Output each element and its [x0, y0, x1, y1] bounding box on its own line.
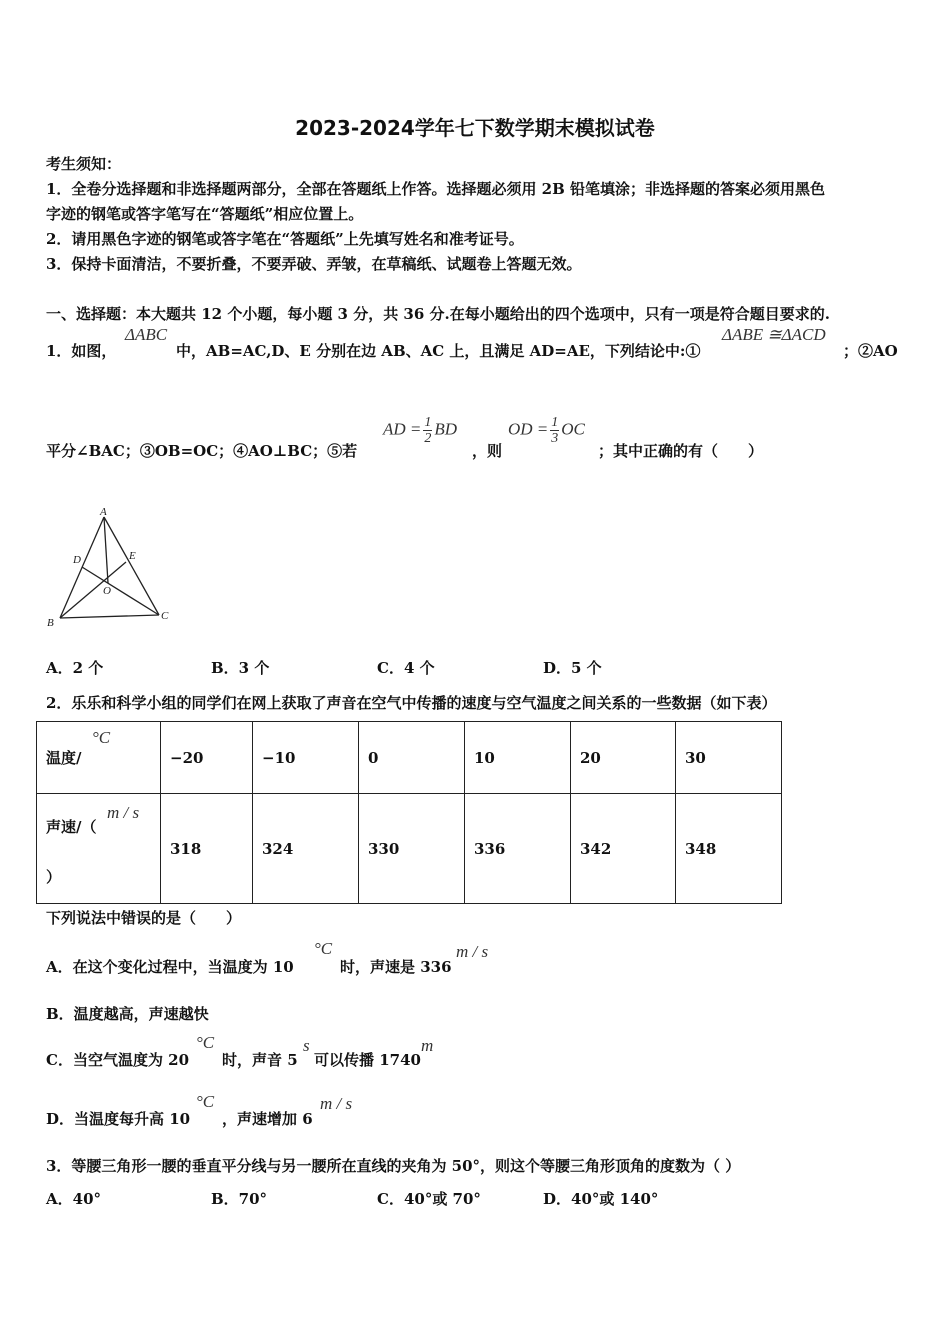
q3-option-a: A．40°	[46, 1190, 102, 1208]
q3-option-c: C．40°或 70°	[377, 1190, 481, 1208]
q2-option-b: B．温度越高，声速越快	[46, 1005, 209, 1023]
q2-option-a-unit2: m / s	[456, 942, 489, 961]
table-cell: 30	[676, 722, 782, 794]
label-O: O	[103, 585, 111, 597]
table-cell: 336	[465, 794, 571, 904]
notice-line-1b: 字迹的钢笔或答字笔写在“答题纸”相应位置上。	[46, 205, 364, 223]
table-cell: 342	[571, 794, 676, 904]
table-row-speed	[37, 794, 782, 904]
table-cell: −20	[161, 722, 253, 794]
q1-option-b: B．3 个	[211, 659, 270, 677]
q1-math-congruent: ΔABE ≅ΔACD	[722, 325, 826, 344]
q1-line2-start: 平分∠BAC；③OB=OC；④AO⊥BC；⑤若	[46, 442, 358, 460]
od-right: OC	[561, 419, 585, 439]
speed-label: 声速/（	[46, 818, 97, 836]
notice-line-3: 3．保持卡面清洁，不要折叠，不要弄破、弄皱，在草稿纸、试题卷上答题无效。	[46, 255, 582, 273]
q1-stem-end: ；②AO	[843, 342, 898, 360]
label-B: B	[47, 617, 54, 629]
q2-option-d-2: ，声速增加 6	[222, 1110, 313, 1128]
q2-option-c-3: 可以传播 1740	[314, 1051, 421, 1069]
q3-option-d: D．40°或 140°	[543, 1190, 659, 1208]
q1-stem: 中，AB=AC,D、E 分别在边 AB、AC 上，且满足 AD=AE，下列结论中:①	[176, 342, 701, 360]
table-cell: 348	[676, 794, 782, 904]
speed-unit: m / s	[107, 803, 140, 822]
table-cell: 330	[359, 794, 465, 904]
triangle-figure	[42, 505, 182, 633]
table-cell: 20	[571, 722, 676, 794]
speed-label-close: ）	[46, 868, 62, 886]
temperature-label: 温度/	[46, 749, 82, 767]
q2-option-c-2: 时，声音 5	[222, 1051, 298, 1069]
q1-option-d: D．5 个	[543, 659, 602, 677]
q1-formula-od	[508, 415, 585, 446]
q1-prefix: 1．如图，	[46, 342, 117, 360]
speed-table	[36, 721, 782, 904]
od-left: OD =	[508, 419, 549, 439]
label-C: C	[161, 610, 169, 622]
q2-option-a-unit1: °C	[314, 939, 333, 958]
notice-line-2: 2．请用黑色字迹的钢笔或答字笔在“答题纸”上先填写姓名和准考证号。	[46, 230, 524, 248]
q2-option-a-1: A．在这个变化过程中，当温度为 10	[46, 958, 294, 976]
table-cell: 0	[359, 722, 465, 794]
ad-left: AD =	[383, 419, 422, 439]
table-row-temperature	[37, 722, 782, 794]
q2-option-a-2: 时，声速是 336	[340, 958, 452, 976]
q3-option-b: B．70°	[211, 1190, 268, 1208]
q2-option-c-unit3: m	[421, 1036, 434, 1055]
q1-math-triangle: ΔABC	[125, 325, 168, 344]
q2-question: 下列说法中错误的是（ ）	[46, 909, 242, 927]
q2-option-d-1: D．当温度每升高 10	[46, 1110, 191, 1128]
q1-option-a: A．2 个	[46, 659, 104, 677]
table-cell: −10	[253, 722, 359, 794]
label-D: D	[73, 554, 81, 566]
notice-heading: 考生须知：	[46, 155, 122, 173]
od-fraction	[550, 415, 559, 446]
page-title: 2023-2024学年七下数学期末模拟试卷	[295, 116, 655, 140]
q2-option-c-unit2: s	[303, 1036, 310, 1055]
table-cell: 318	[161, 794, 253, 904]
table-cell: 10	[465, 722, 571, 794]
od-numerator: 1	[551, 415, 559, 430]
notice-line-1a: 1．全卷分选择题和非选择题两部分，全部在答题纸上作答。选择题必须用 2B 铅笔填涂；非选择题的答案必须用黑色	[46, 180, 826, 198]
q1-option-c: C．4 个	[377, 659, 435, 677]
ad-right: BD	[434, 419, 458, 439]
label-E: E	[129, 550, 136, 562]
q3-stem: 3．等腰三角形一腰的垂直平分线与另一腰所在直线的夹角为 50°，则这个等腰三角形顶角的度数为（ ）	[46, 1157, 741, 1175]
q1-line2-end: ；其中正确的有（ ）	[598, 442, 764, 460]
q1-formula-ad	[383, 415, 457, 446]
label-A: A	[100, 506, 107, 518]
q2-option-c-1: C．当空气温度为 20	[46, 1051, 190, 1069]
table-header-speed	[37, 794, 161, 904]
ad-fraction	[423, 415, 432, 446]
q2-option-d-unit1: °C	[196, 1092, 215, 1111]
od-denominator: 3	[551, 431, 559, 446]
q2-option-c-unit1: °C	[196, 1033, 215, 1052]
temperature-unit: °C	[92, 728, 111, 747]
table-header-temperature	[37, 722, 161, 794]
q1-then: ，则	[472, 442, 503, 460]
section-heading: 一、选择题：本大题共 12 个小题，每小题 3 分，共 36 分.在每小题给出的四个选项中，只有一项是符合题目要求的.	[46, 305, 830, 323]
q2-stem: 2．乐乐和科学小组的同学们在网上获取了声音在空气中传播的速度与空气温度之间关系的一些数据（如下表）	[46, 694, 777, 712]
table-cell: 324	[253, 794, 359, 904]
ad-denominator: 2	[424, 431, 432, 446]
q2-option-d-unit2: m / s	[320, 1094, 353, 1113]
ad-numerator: 1	[424, 415, 432, 430]
